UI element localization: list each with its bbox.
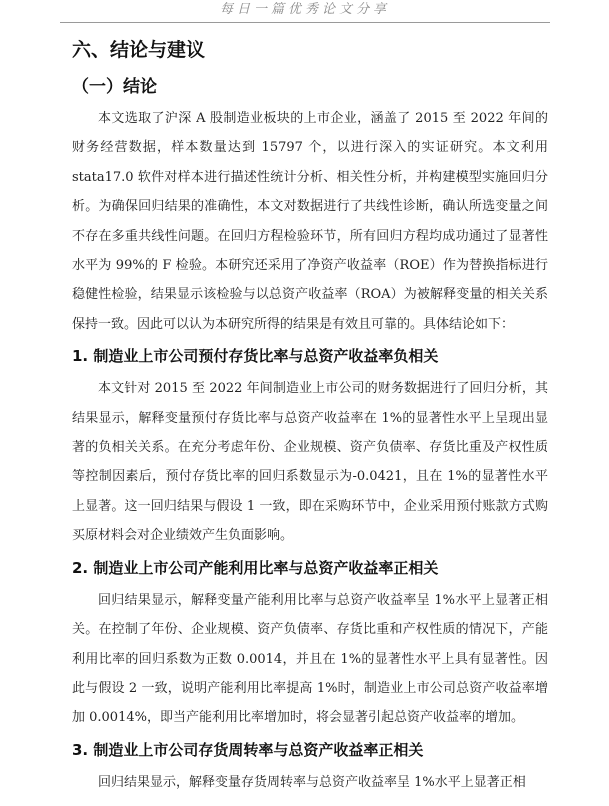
subsection-title: （一）结论 <box>72 77 157 97</box>
conclusion-3-paragraph: 回归结果显示，解释变量存货周转率与总资产收益率呈 1%水平上显著正相 <box>98 774 526 790</box>
intro-paragraph: 本文选取了沪深 A 股制造业板块的上市企业，涵盖了 2015 至 2022 年间的财务经营数据，样本数量达到 15797 个，以进行深入的实证研究。本文利用stata17.0 软件对样本进行描述性统计分析、相关性分析，并构建模型实施回归分析。为确保回归结果的准确性，本文对数据进行了共线性诊断，确认所选变量之间不存在多重共线性问题。在回归方程检验环节，所有回归方程均成功通过了显著性水平为 99%的 F 检验。本研究还采用了净资产收益率（ROE）作为替换指标进行稳健性检验，结果显示该检验与以总资产收益率（ROA）为被解释变量的相关关系保持一致。因此可以认为本研究所得的结果是有效且可靠的。具体结论如下： <box>72 111 548 332</box>
document-body <box>72 30 548 801</box>
page-header: 每日一篇优秀论文分享 <box>60 0 550 23</box>
conclusion-1-title: 1. 制造业上市公司预付存货比率与总资产收益率负相关 <box>72 347 439 366</box>
conclusion-2-paragraph: 回归结果显示，解释变量产能利用比率与总资产收益率呈 1%水平上显著正相关。在控制了年份、企业规模、资产负债率、存货比重和产权性质的情况下，产能利用比率的回归系数为正数 0.0014，并且在 1%的显著性水平上具有显著性。因此与假设 2 一致，说明产能利用比率提高 1%时，制造业上市公司总资产收益率增加 0.0014%，即当产能利用比率增加时，将会显著引起总资产收益率的增加。 <box>72 592 548 726</box>
section-title: 六、结论与建议 <box>72 39 206 61</box>
conclusion-3-title: 3. 制造业上市公司存货周转率与总资产收益率正相关 <box>72 740 424 759</box>
conclusion-1-paragraph: 本文针对 2015 至 2022 年间制造业上市公司的财务数据进行了回归分析，其结果显示，解释变量预付存货比率与总资产收益率在 1%的显著性水平上呈现出显著的负相关关系。在充分考虑年份、企业规模、资产负债率、存货比重及产权性质等控制因素后，预付存货比率的回归系数显示为-0.0421，且在 1%的显著性水平上显著。这一回归结果与假设 1 一致，即在采购环节中，企业采用预付账款方式购买原材料会对企业绩效产生负面影响。 <box>72 381 548 544</box>
conclusion-2-title: 2. 制造业上市公司产能利用比率与总资产收益率正相关 <box>72 558 439 577</box>
